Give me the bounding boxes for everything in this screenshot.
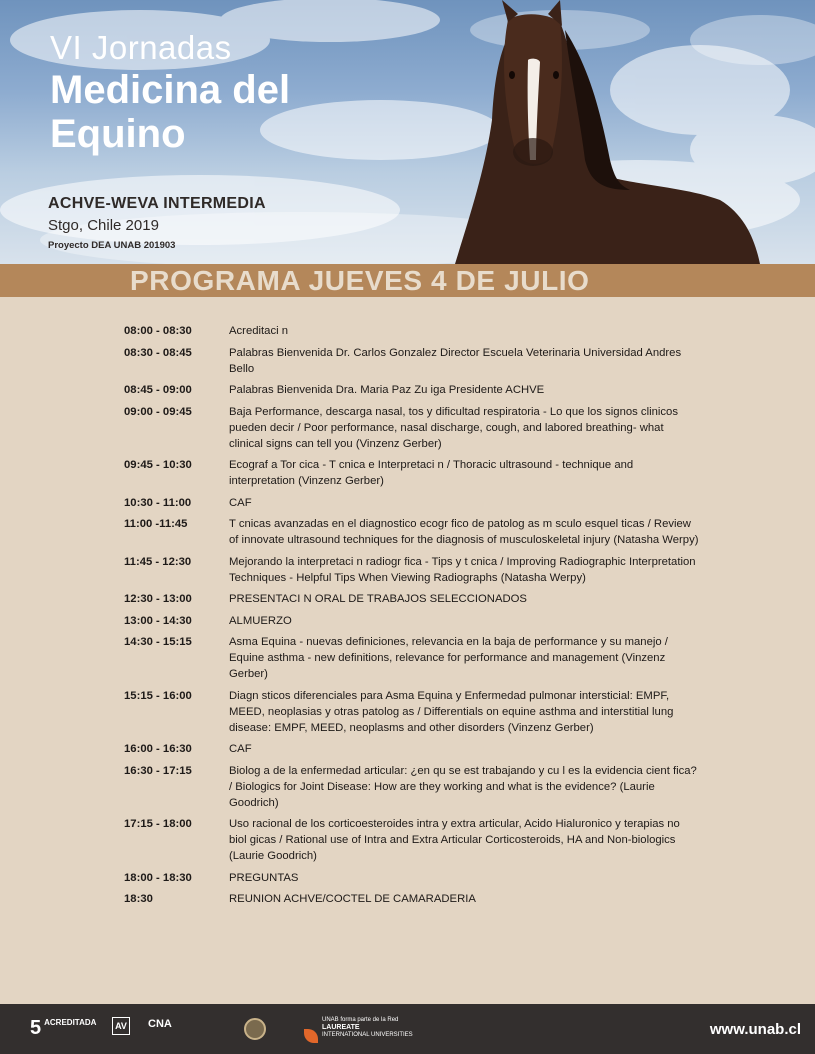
schedule-row (124, 816, 704, 864)
schedule-time: 16:30 - 17:15 (124, 764, 192, 777)
schedule-time: 18:30 (124, 893, 153, 905)
laureate-intro: UNAB forma parte de la Red (322, 1017, 399, 1023)
av-logo: AV (112, 1017, 130, 1035)
program-title: PROGRAMA JUEVES 4 DE JULIO (130, 265, 590, 296)
achve-seal-icon (244, 1018, 266, 1040)
schedule-row (124, 457, 704, 489)
schedule-description: CAF (229, 496, 252, 509)
website-url[interactable]: www.unab.cl (709, 1021, 801, 1038)
schedule-description: Baja Performance, descarga nasal, tos y dificultad respiratoria - Lo que los signos clinicos pueden decir / Poor performance, nasal discharge, cough, and labored breathing- what clinical signs can tell you (Vinzenz Gerber) (229, 405, 678, 450)
schedule-description: PRESENTACI N ORAL DE TRABAJOS SELECCIONADOS (229, 593, 527, 605)
schedule-time: 15:15 - 16:00 (124, 689, 192, 702)
schedule-row (124, 554, 704, 586)
accreditation-logo (30, 1018, 96, 1038)
event-edition: VI Jornadas (50, 29, 232, 66)
schedule-description: Mejorando la interpretaci n radiogr fica - Tips y t cnica / Improving Radiographic Interpretation Techniques - Helpful Tips When Viewing Radiographs (Natasha Werpy) (229, 555, 696, 584)
schedule-description: Biolog a de la enfermedad articular: ¿en qu se est trabajando y cu l es la evidencia cient fica? / Biologics for Joint Disease: How are they working and what is the evidence? (Laurie Goodrich) (229, 764, 697, 809)
schedule-description: Palabras Bienvenida Dra. Maria Paz Zu iga Presidente ACHVE (229, 384, 545, 396)
schedule-description: Diagn sticos diferenciales para Asma Equina y Enfermedad pulmonar intersticial: EMPF, MEED, neoplasias y otras patolog as / Differentials on equine asthma and interstitial lung disease: EMPF, MEED, neoplasms and other disorders (Vinzenz Gerber) (229, 689, 674, 734)
event-organizer: ACHVE-WEVA INTERMEDIA (48, 195, 266, 212)
laureate-name: LAUREATE (322, 1024, 360, 1031)
schedule-description: Acreditaci n (229, 325, 289, 337)
schedule-list (124, 323, 704, 913)
schedule-time: 10:30 - 11:00 (124, 496, 192, 509)
schedule-time: 13:00 - 14:30 (124, 614, 192, 627)
schedule-time: 16:00 - 16:30 (124, 743, 192, 755)
header-banner (0, 0, 815, 264)
schedule-description: T cnicas avanzadas en el diagnostico ecogr fico de patolog as m sculo esquel ticas / Review of innovate ultrasound techniques for the diagnosis of musculoskeletal injury (Natasha Werpy) (229, 518, 699, 546)
footer-bar (0, 1004, 815, 1054)
schedule-description: Palabras Bienvenida Dr. Carlos Gonzalez Director Escuela Veterinaria Universidad Andres Bello (229, 346, 682, 375)
schedule-row (124, 591, 704, 607)
cna-logo: CNA (148, 1018, 172, 1030)
schedule-time: 08:45 - 09:00 (124, 384, 192, 396)
event-project: Proyecto DEA UNAB 201903 (48, 240, 176, 251)
schedule-description: Asma Equina - nuevas definiciones, relevancia en la baja de performance y su manejo / Equine asthma - new definitions, relevance for performance and management (Vinzenz Gerber) (229, 636, 668, 680)
schedule-row (124, 404, 704, 452)
schedule-row (124, 495, 704, 511)
schedule-time: 18:00 - 18:30 (124, 871, 192, 884)
schedule-row (124, 634, 704, 682)
schedule-description: ALMUERZO (229, 614, 292, 627)
schedule-description: PREGUNTAS (229, 871, 299, 884)
event-title-line2: Equino (50, 112, 186, 156)
laureate-sub: INTERNATIONAL UNIVERSITIES (322, 1032, 413, 1038)
event-title (50, 30, 290, 156)
schedule-time: 11:45 - 12:30 (124, 555, 192, 568)
schedule-row (124, 763, 704, 811)
program-band (0, 264, 815, 297)
event-subtitle (48, 194, 266, 253)
schedule-row (124, 345, 704, 377)
schedule-time: 17:15 - 18:00 (124, 818, 192, 830)
schedule-description: REUNION ACHVE/COCTEL DE CAMARADERIA (229, 893, 476, 905)
schedule-row (124, 741, 704, 757)
schedule-time: 09:00 - 09:45 (124, 405, 192, 418)
schedule-time: 08:30 - 08:45 (124, 346, 192, 359)
schedule-row (124, 891, 704, 907)
schedule-row (124, 870, 704, 886)
accreditation-years: 5 (30, 1017, 42, 1039)
schedule-description: Ecograf a Tor cica - T cnica e Interpretaci n / Thoracic ultrasound - technique and interpretation (Vinzenz Gerber) (229, 459, 634, 487)
laureate-leaf-icon (304, 1029, 318, 1043)
schedule-row (124, 382, 704, 398)
schedule-row (124, 323, 704, 339)
schedule-time: 11:00 -11:45 (124, 518, 188, 530)
schedule-time: 09:45 - 10:30 (124, 459, 192, 471)
schedule-row (124, 688, 704, 736)
schedule-row (124, 516, 704, 548)
schedule-description: CAF (229, 743, 252, 755)
laureate-logo (322, 1017, 413, 1039)
schedule-description: Uso racional de los corticoesteroides intra y extra articular, Acido Hialuronico y terapias no biol gicas / Rational use of Intra and Extra Articular Corticosteroids, HA and Non-biologics (Laurie Goodrich) (229, 818, 680, 862)
schedule-time: 12:30 - 13:00 (124, 593, 192, 605)
event-title-line1: Medicina del (50, 68, 291, 112)
accreditation-label: ACREDITADA (44, 1018, 97, 1027)
schedule-row (124, 613, 704, 629)
schedule-time: 08:00 - 08:30 (124, 325, 192, 337)
event-location: Stgo, Chile 2019 (48, 217, 159, 234)
schedule-time: 14:30 - 15:15 (124, 636, 192, 648)
